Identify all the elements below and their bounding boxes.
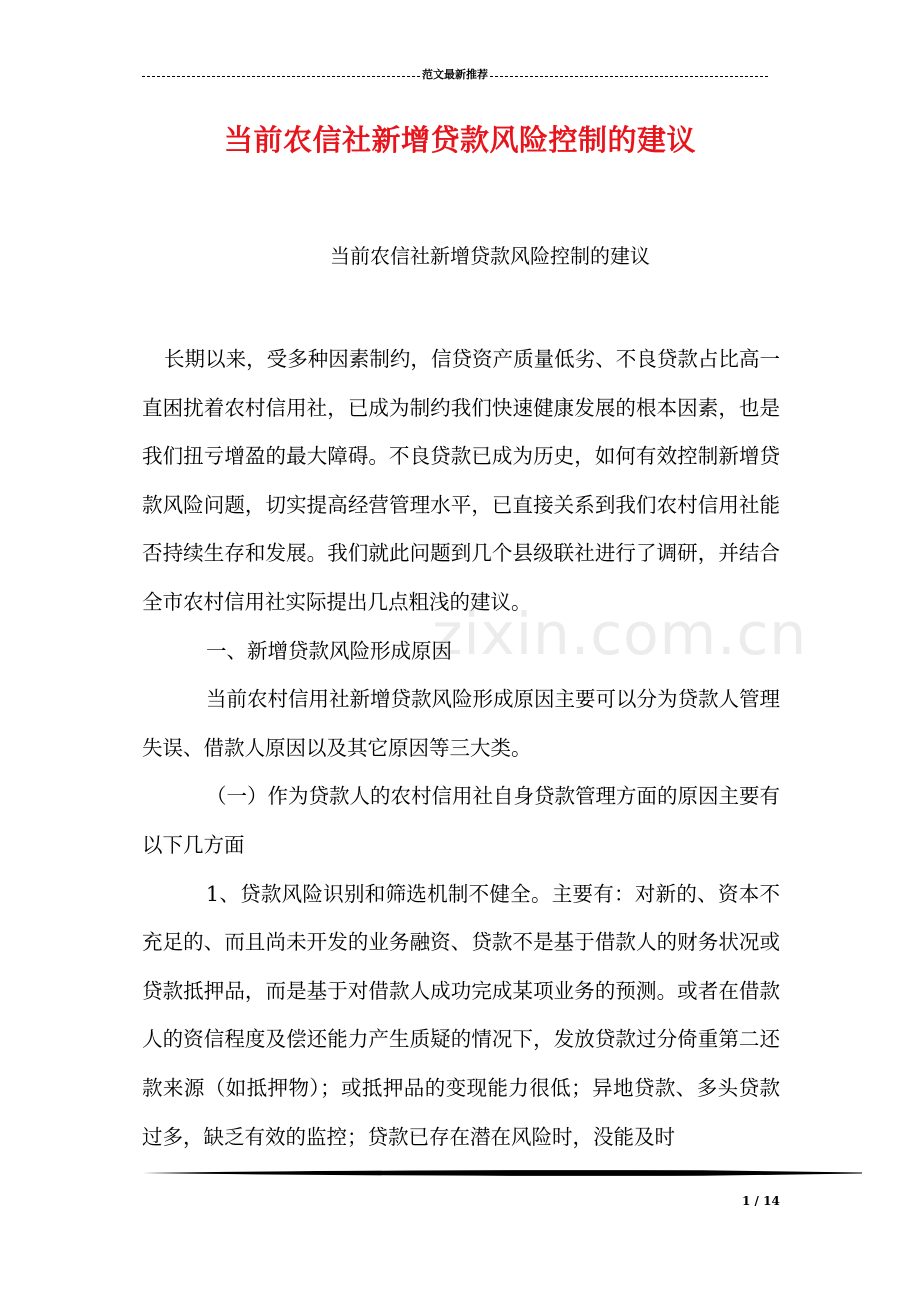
page-indicator: 1 / 14 [742,1194,780,1208]
header-label: 范文最新推荐 [422,68,488,81]
paragraph-causes: 当前农村信用社新增贷款风险形成原因主要可以分为贷款人管理失误、借款人原因以及其它原因等三大类。 [142,687,780,760]
document-subtitle: 当前农信社新增贷款风险控制的建议 [330,244,650,268]
subsection-heading: （一）作为贷款人的农村信用社自身贷款管理方面的原因主要有以下几方面 [142,784,780,857]
header-banner [142,66,768,84]
header-dash-right [490,76,768,77]
footer-rule [142,1168,862,1178]
paragraph-intro: 长期以来，受多种因素制约，信贷资产质量低劣、不良贷款占比高一直困扰着农村信用社，已成为制约我们快速健康发展的根本因素，也是我们扭亏增盈的最大障碍。不良贷款已成为历史，如何有效控制新增贷款风险问题，切实提高经营管理水平，已直接关系到我们农村信用社能否持续生存和发展。我们就此问题到几个县级联社进行了调研，并结合全市农村信用社实际提出几点粗浅的建议。 [142,347,780,614]
document-title: 当前农信社新增贷款风险控制的建议 [223,123,696,157]
paragraph-point-1: 1、贷款风险识别和筛选机制不健全。主要有：对新的、资本不充足的、而且尚未开发的业务融资、贷款不是基于借款人的财务状况或贷款抵押品，而是基于对借款人成功完成某项业务的预测。或者在借款人的资信程度及偿还能力产生质疑的情况下，发放贷款过分倚重第二还款来源（如抵押物）；或抵押品的变现能力很低；异地贷款、多头贷款过多，缺乏有效的监控；贷款已存在潜在风险时，没能及时 [142,881,780,1149]
header-dash-left [142,76,420,77]
section-heading: 一、新增贷款风险形成原因 [206,638,452,663]
watermark: zixin.com.cn [432,600,808,668]
document-body [142,335,780,1161]
